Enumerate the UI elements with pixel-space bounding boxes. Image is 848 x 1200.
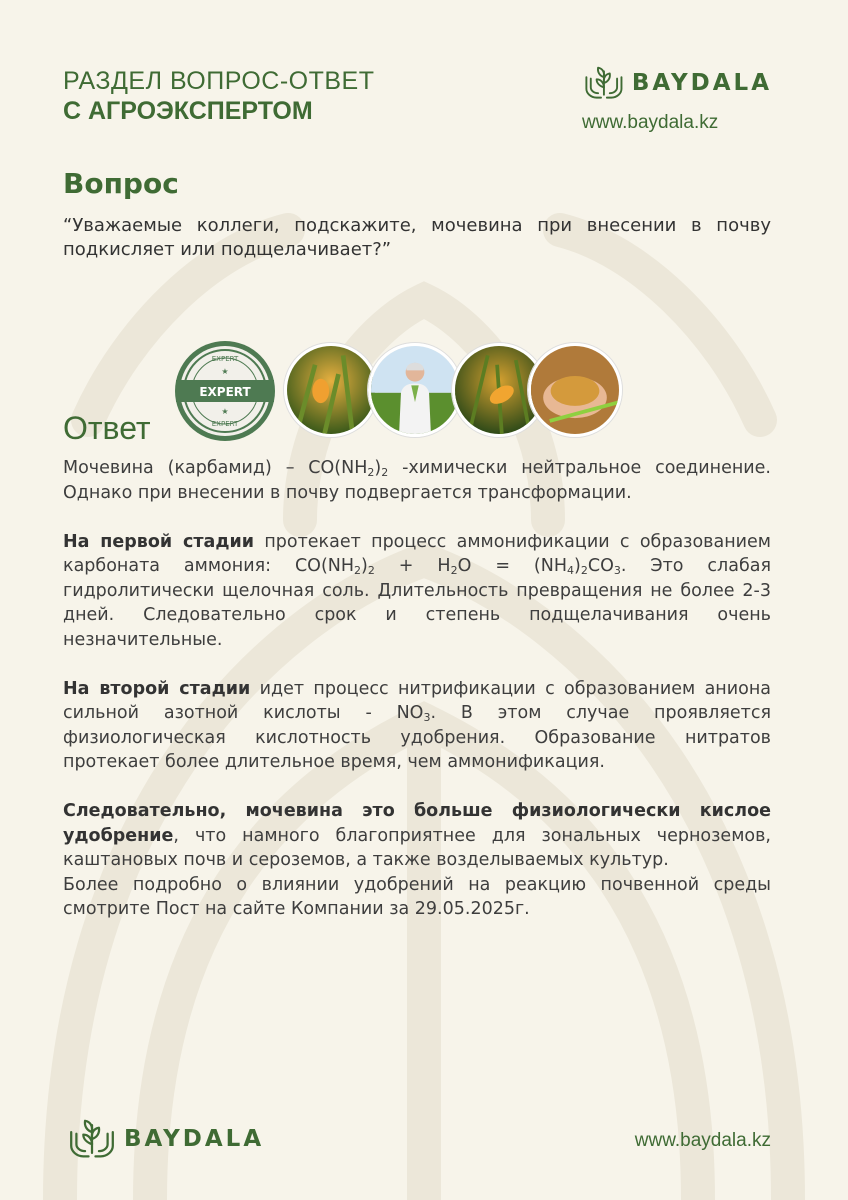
answer-paragraph-3: На второй стадии идет процесс нитрификации с образованием аниона сильной азотной кислоты - $NO_3$. В этом случае проявляется физиологическая кислотность удобрения. Образование нитратов протекает более длительное время, чем аммонификация. xyxy=(63,678,771,772)
answer-paragraph-1: Мочевина (карбамид) – $CO(NH_2)_2$ -химически нейтральное соединение. Однако при внесении в почву подвергается трансформации. xyxy=(63,458,771,503)
answer-paragraph-5: Более подробно о влиянии удобрений на реакцию почвенной среды смотрите Пост на сайте Компании за 29.05.2025г. xyxy=(63,874,771,919)
question-heading: Вопрос xyxy=(63,167,179,200)
answer-body xyxy=(63,456,771,922)
grain-hands-photo xyxy=(528,343,622,437)
section-title: РАЗДЕЛ ВОПРОС-ОТВЕТ xyxy=(63,67,375,95)
brand-website-link[interactable]: www.baydala.kz xyxy=(582,112,719,133)
badge-center-text: EXPERT xyxy=(199,385,251,399)
corn-field-photo xyxy=(284,343,378,437)
agro-expert-photo xyxy=(368,343,462,437)
answer-heading: Ответ xyxy=(63,410,151,446)
expert-badge-icon xyxy=(173,339,277,443)
question-text: “Уважаемые коллеги, подскажите, мочевина при внесении в почву подкисляет или подщелачивает?” xyxy=(63,215,771,260)
answer-paragraph-2: На первой стадии протекает процесс аммонификации с образованием карбоната аммония: $CO(NH_2)_2 + H_2O = (NH_4)_2CO_3$. Это слабая гидролитически щелочная соль. Длительность превращения не более 2-3 дней. Следовательно срок и степень подщелачивания очень незначительные. xyxy=(63,531,772,650)
sprout-hands-logo-icon xyxy=(582,56,626,110)
section-subtitle: С АГРОЭКСПЕРТОМ xyxy=(63,97,313,125)
answer-paragraph-4: Следовательно, мочевина это больше физиологически кислое удобрение, что намного благоприятнее для зональных черноземов, каштановых почв и сероземов, а также возделываемых культур. xyxy=(63,801,771,870)
section-header xyxy=(63,66,375,126)
footer-brand-name: BAYDALA xyxy=(124,1126,265,1152)
brand-name: BAYDALA xyxy=(631,70,772,96)
svg-text:★: ★ xyxy=(221,407,229,416)
footer-brand xyxy=(66,1113,264,1165)
badge-top-text: EXPERT xyxy=(211,355,239,363)
badge-bottom-text: EXPERT xyxy=(211,420,239,428)
footer-website-link[interactable]: www.baydala.kz xyxy=(634,1130,771,1151)
brand-header xyxy=(582,56,772,134)
footer-sprout-hands-logo-icon xyxy=(66,1113,118,1165)
svg-text:★: ★ xyxy=(221,367,229,376)
